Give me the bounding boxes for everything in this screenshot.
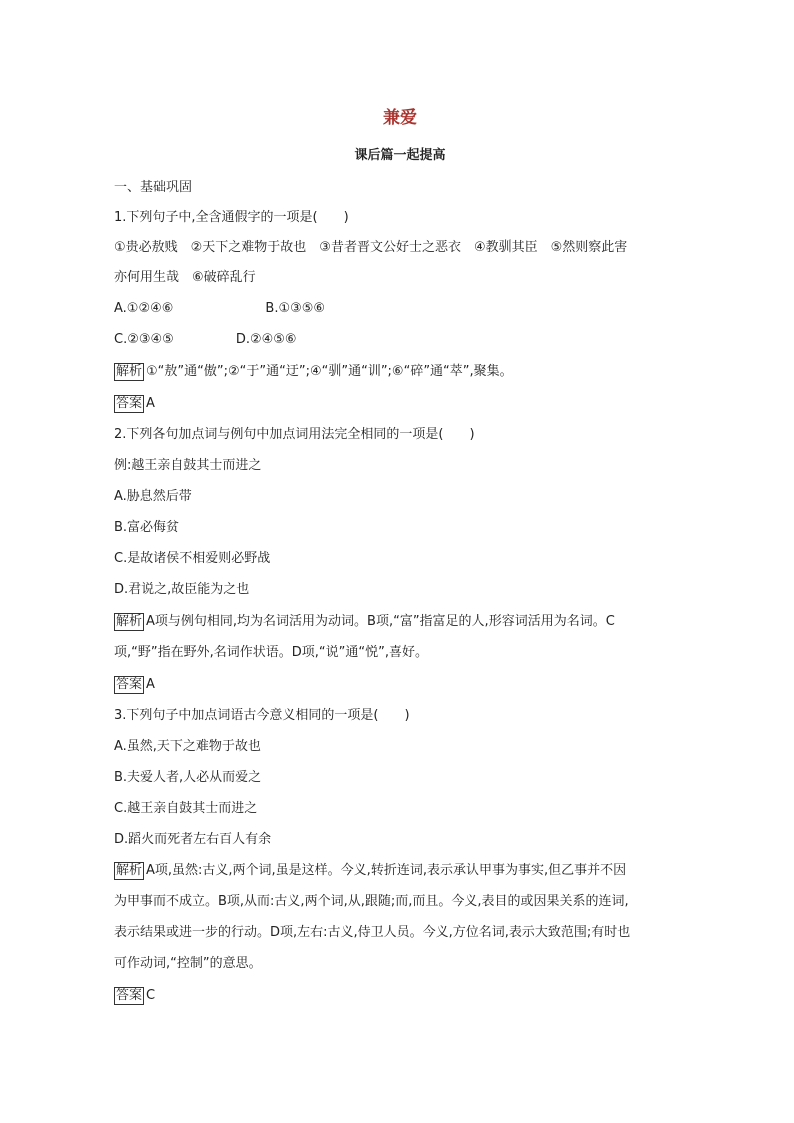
q3-analysis-line4: 可作动词,“控制”的意思。: [114, 956, 262, 971]
q1-analysis-text: ①“敖”通“傲”;②“于”通“迂”;④“驯”通“训”;⑥“碎”通“萃”,聚集。: [146, 364, 513, 379]
q3-option-b: B.夫爱人者,人必从而爱之: [114, 770, 262, 785]
q2-option-d: D.君说之,故臣能为之也: [114, 582, 250, 597]
q3-answer: [114, 986, 155, 1006]
q1-option-b: B.①③⑤⑥: [265, 301, 326, 316]
q3-stem: 3.下列句子中加点词语古今意义相同的一项是( ): [114, 708, 410, 723]
page-subtitle: 课后篇一起提高: [354, 148, 446, 163]
q3-analysis-line1: [114, 861, 626, 881]
q1-option-a: A.①②④⑥: [114, 301, 174, 316]
analysis-tag: 解析: [116, 614, 143, 629]
q3-option-a: A.虽然,天下之难物于故也: [114, 739, 261, 754]
q2-analysis-line2: 项,“野”指在野外,名词作状语。D项,“说”通“悦”,喜好。: [114, 645, 428, 660]
section-heading: 一、基础巩固: [114, 180, 193, 195]
q3-analysis-line2: 为甲事而不成立。B项,从而:古义,两个词,从,跟随;而,而且。今义,表目的或因果关系的连词,: [114, 894, 629, 909]
q1-answer: [114, 394, 155, 414]
analysis-tag: 解析: [116, 364, 143, 379]
q2-option-a: A.胁息然后带: [114, 489, 192, 504]
q3-analysis-line3: 表示结果或进一步的行动。D项,左右:古义,侍卫人员。今义,方位名词,表示大致范围;有时也: [114, 925, 631, 940]
q3-answer-text: C: [146, 988, 156, 1003]
q2-stem: 2.下列各句加点词与例句中加点词用法完全相同的一项是( ): [114, 427, 475, 442]
page-title: 兼爱: [383, 108, 417, 128]
q1-items-line1: ①贵必敖贱 ②天下之难物于故也 ③昔者晋文公好士之恶衣 ④教驯其臣 ⑤然则察此害: [114, 240, 628, 255]
answer-tag: 答案: [116, 677, 143, 692]
q2-analysis-line1: [114, 612, 615, 632]
q1-analysis: [114, 362, 513, 382]
q1-options-cd: [114, 330, 297, 350]
q2-analysis-text-1: A项与例句相同,均为名词活用为动词。B项,“富”指富足的人,形容词活用为名词。C: [146, 614, 615, 629]
analysis-tag: 解析: [116, 863, 143, 878]
q2-option-c: C.是故诸侯不相爱则必野战: [114, 551, 271, 566]
q1-stem: 1.下列句子中,全含通假字的一项是( ): [114, 210, 349, 225]
q1-answer-text: A: [146, 396, 155, 411]
q1-items-line2: 亦何用生哉 ⑥破碎乱行: [114, 270, 256, 285]
q3-option-d: D.蹈火而死者左右百人有余: [114, 832, 272, 847]
q3-analysis-text-1: A项,虽然:古义,两个词,虽是这样。今义,转折连词,表示承认甲事为事实,但乙事并不因: [146, 863, 627, 878]
answer-tag: 答案: [116, 988, 143, 1003]
q2-option-b: B.富必侮贫: [114, 520, 180, 535]
answer-tag: 答案: [116, 396, 143, 411]
q1-option-d: D.②④⑤⑥: [235, 332, 297, 347]
q2-example: 例:越王亲自鼓其士而进之: [114, 458, 262, 473]
q1-option-c: C.②③④⑤: [114, 332, 174, 347]
q2-answer: [114, 675, 155, 695]
q3-option-c: C.越王亲自鼓其士而进之: [114, 801, 258, 816]
q1-options-ab: [114, 299, 325, 319]
q2-answer-text: A: [146, 677, 155, 692]
